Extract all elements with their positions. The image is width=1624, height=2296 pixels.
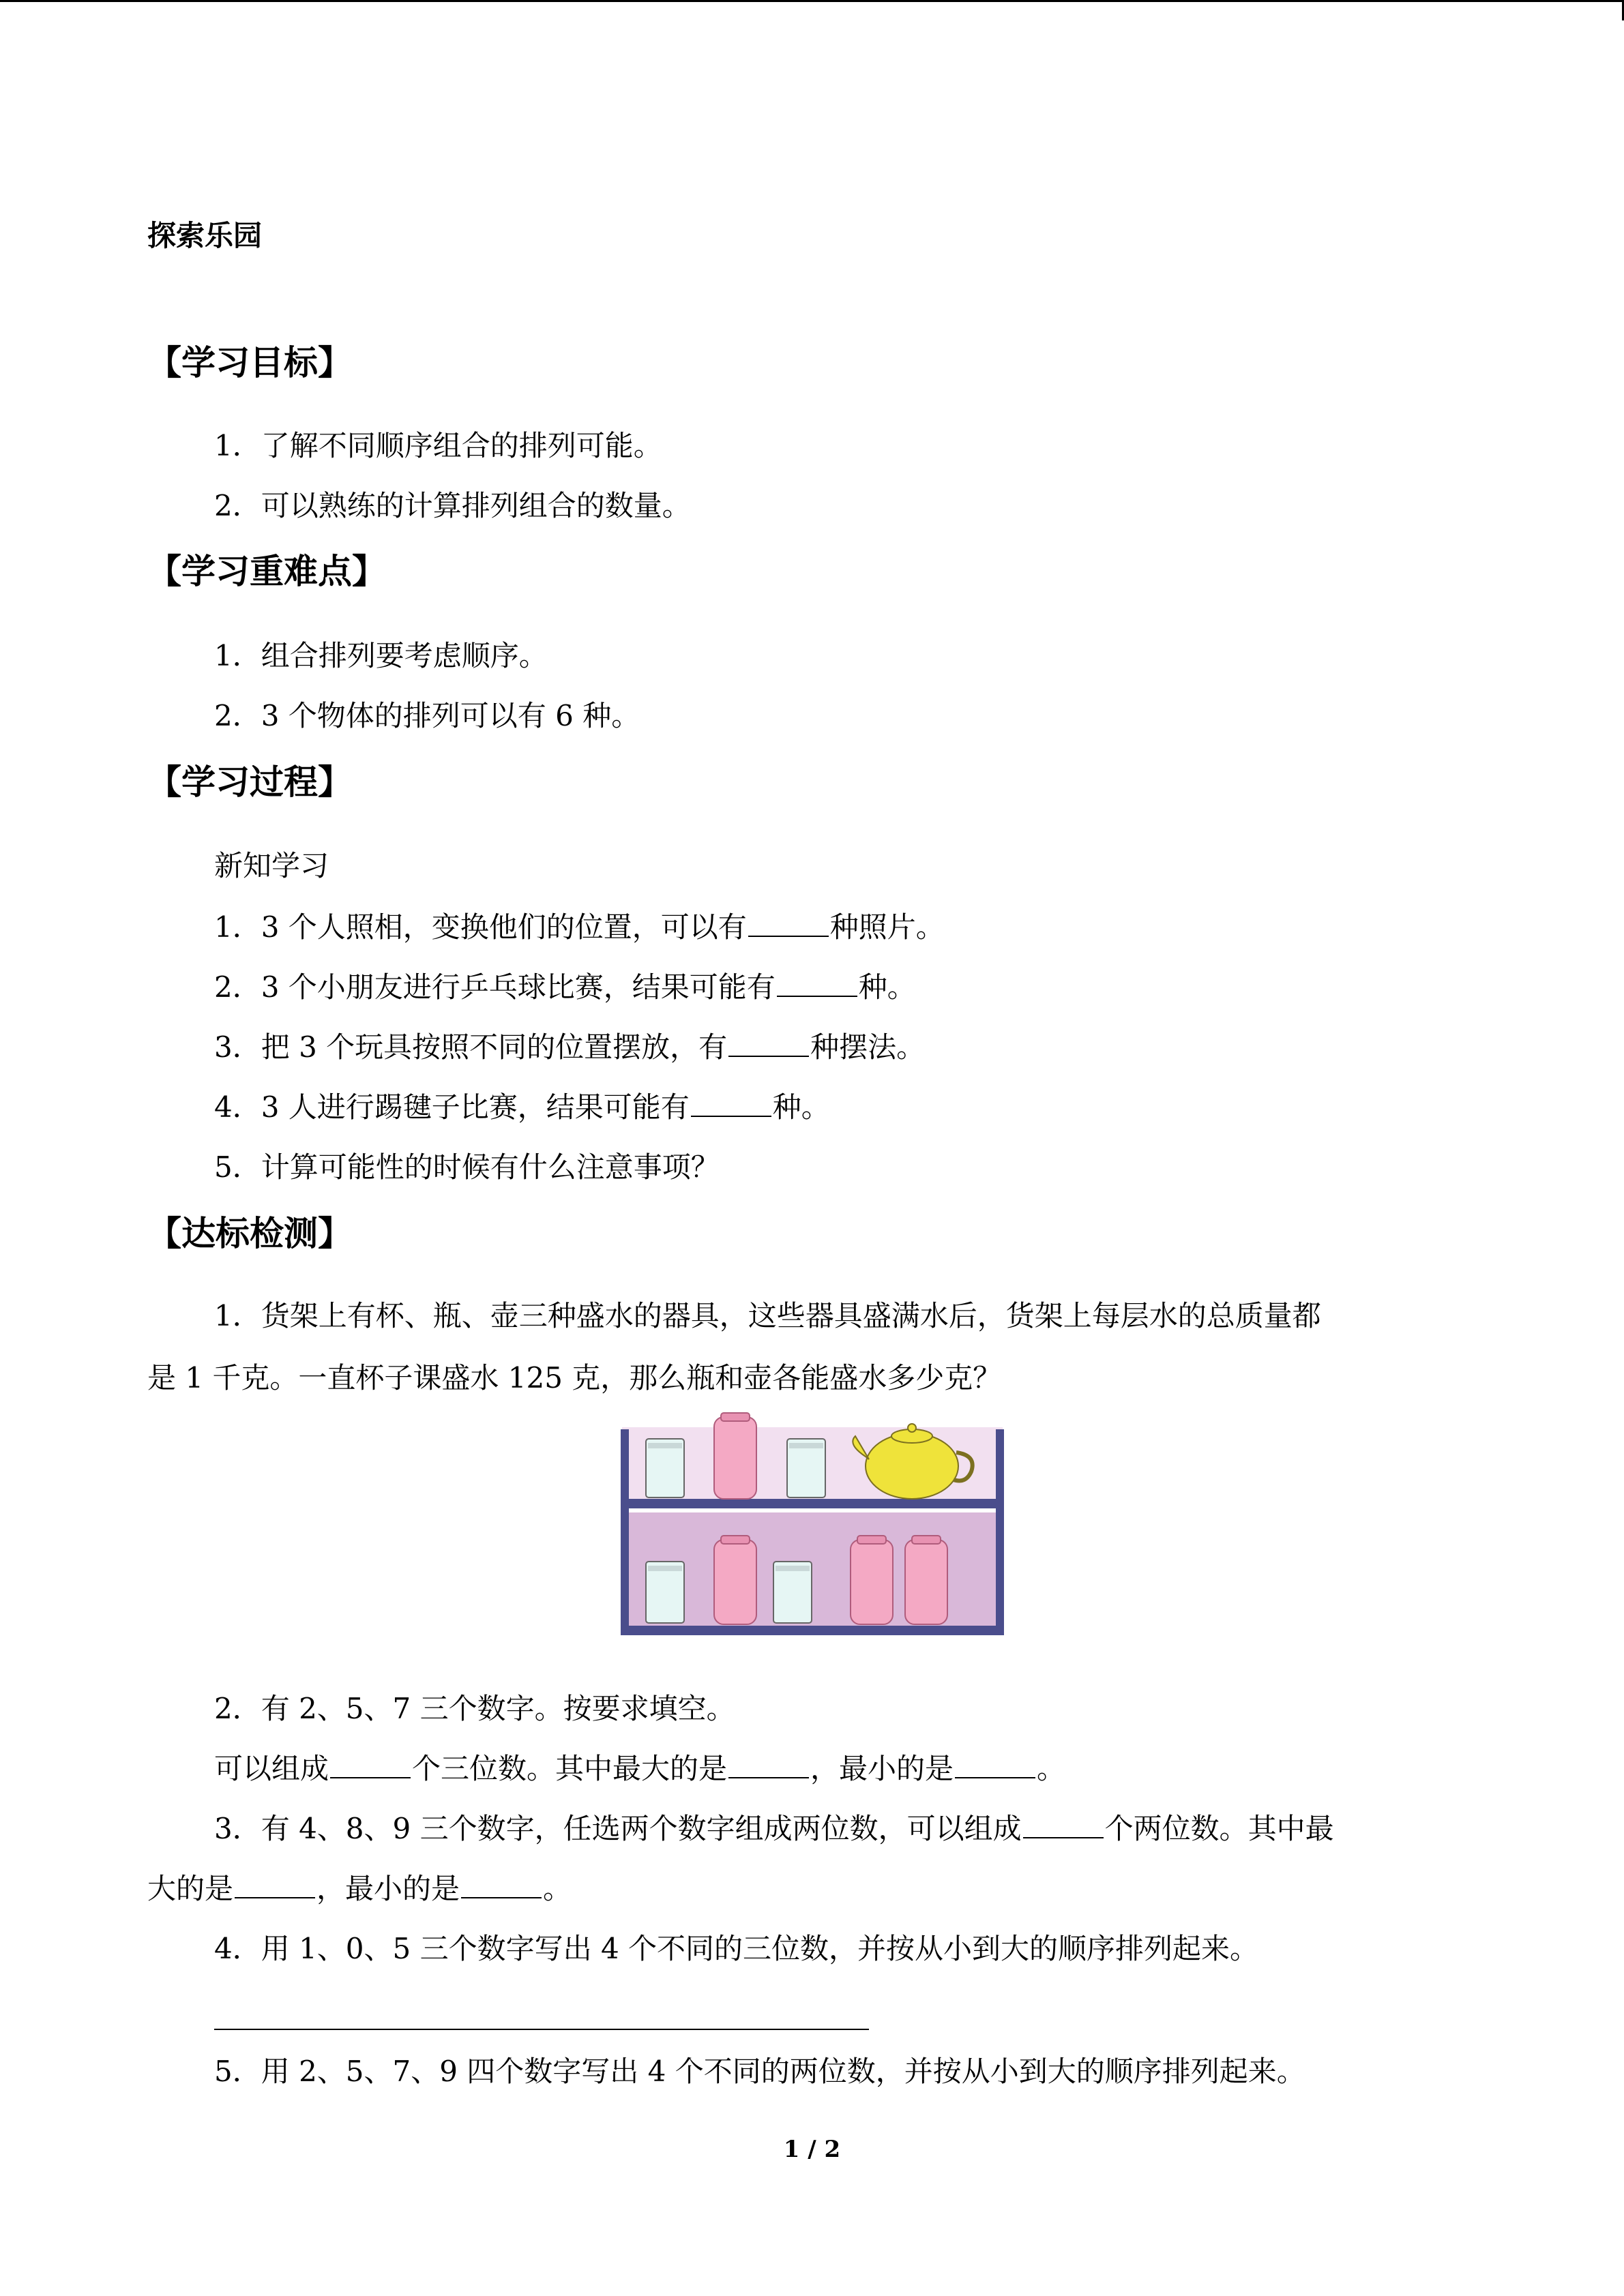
exercise-2-line-2 [214, 1750, 1065, 1788]
question-text: 。 [543, 1872, 572, 1905]
question-text: 种。 [858, 970, 916, 1004]
answer-blank[interactable] [330, 1750, 411, 1778]
question-text: 种摆法。 [810, 1030, 926, 1064]
question-text: 3．有 4、8、9 三个数字，任选两个数字组成两位数，可以组成 [214, 1812, 1022, 1845]
answer-blank[interactable] [955, 1750, 1035, 1778]
question-text: ，最小的是 [316, 1872, 460, 1905]
objectives-heading: 【学习目标】 [147, 343, 352, 383]
process-question-3 [214, 1028, 925, 1067]
question-text: 。 [1037, 1752, 1066, 1785]
page-title: 探索乐园 [147, 219, 263, 252]
exercise-3-line-2 [147, 1870, 572, 1908]
answer-blank[interactable] [691, 1088, 771, 1117]
key-point-item: 1．组合排列要考虑顺序。 [214, 639, 548, 672]
exercise-5: 5．用 2、5、7、9 四个数字写出 4 个不同的两位数，并按从小到大的顺序排列起来。 [214, 2055, 1305, 2088]
objective-item: 1．了解不同顺序组合的排列可能。 [214, 429, 662, 462]
question-text: ，最小的是 [810, 1752, 954, 1785]
key-points-heading: 【学习重难点】 [147, 552, 386, 591]
objective-item: 2．可以熟练的计算排列组合的数量。 [214, 489, 691, 522]
answer-blank[interactable] [748, 908, 829, 937]
cup-icon [787, 1439, 825, 1497]
cup-icon [646, 1439, 684, 1497]
cup-icon [646, 1562, 684, 1623]
question-text: 种照片。 [829, 910, 945, 944]
answer-blank[interactable] [728, 1028, 809, 1057]
assessment-heading: 【达标检测】 [147, 1214, 352, 1253]
question-text: 个两位数。其中最 [1104, 1812, 1334, 1845]
answer-blank[interactable] [235, 1870, 315, 1898]
question-text: 3．把 3 个玩具按照不同的位置摆放，有 [214, 1030, 728, 1064]
shelf-illustration [595, 1403, 1030, 1663]
process-question-2 [214, 968, 916, 1007]
bottle-icon [905, 1536, 947, 1624]
process-heading: 【学习过程】 [147, 762, 352, 802]
exercise-4: 4．用 1、0、5 三个数字写出 4 个不同的三位数，并按从小到大的顺序排列起来。 [214, 1932, 1259, 1965]
exercise-1-line-1: 1．货架上有杯、瓶、壶三种盛水的器具，这些器具盛满水后，货架上每层水的总质量都 [214, 1299, 1321, 1332]
process-question-4 [214, 1088, 830, 1127]
page-top-border [0, 0, 1624, 2]
question-text: 1．3 个人照相，变换他们的位置，可以有 [214, 910, 747, 944]
question-text: 4．3 人进行踢毽子比赛，结果可能有 [214, 1090, 690, 1124]
key-point-item: 2．3 个物体的排列可以有 6 种。 [214, 699, 640, 732]
question-text: 大的是 [147, 1872, 234, 1905]
process-subheading: 新知学习 [214, 849, 329, 882]
question-text: 2．3 个小朋友进行乒乓球比赛，结果可能有 [214, 970, 776, 1004]
answer-blank[interactable] [728, 1750, 809, 1778]
exercise-3-line-1 [214, 1810, 1334, 1848]
answer-blank[interactable] [1023, 1810, 1104, 1838]
bottle-icon [714, 1413, 756, 1499]
cup-icon [773, 1562, 812, 1623]
bottle-icon [714, 1536, 756, 1624]
page-number: 1 / 2 [783, 2136, 841, 2163]
question-text: 个三位数。其中最大的是 [412, 1752, 728, 1785]
answer-line[interactable] [214, 2029, 869, 2030]
exercise-2-line-1: 2．有 2、5、7 三个数字。按要求填空。 [214, 1692, 735, 1725]
answer-blank[interactable] [461, 1870, 542, 1898]
bottle-icon [851, 1536, 893, 1624]
exercise-1-line-2: 是 1 千克。一直杯子课盛水 125 克，那么瓶和壶各能盛水多少克？ [147, 1361, 1002, 1395]
process-question-1 [214, 908, 945, 946]
question-text: 可以组成 [214, 1752, 329, 1785]
question-text: 种。 [772, 1090, 830, 1124]
answer-blank[interactable] [777, 968, 857, 997]
process-question-5: 5．计算可能性的时候有什么注意事项？ [214, 1150, 720, 1184]
